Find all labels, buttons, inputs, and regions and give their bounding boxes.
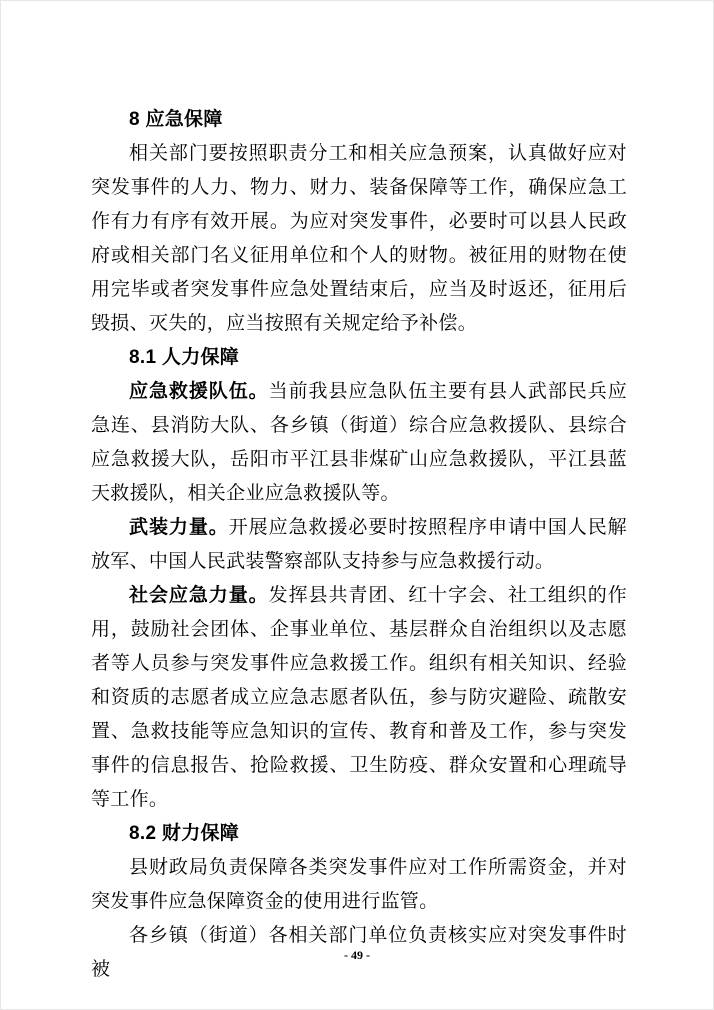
paragraph-social-forces bbox=[91, 579, 627, 817]
section-heading-8: 8 应急保障 bbox=[129, 109, 223, 130]
paragraph-rescue-teams bbox=[91, 375, 627, 511]
paragraph-text-armed-forces: 开展应急救援必要时按照程序申请中国人民解放军、中国人民武装警察部队支持参与应急救援行动。 bbox=[91, 517, 627, 572]
paragraph-text-social-forces: 发挥县共青团、红十字会、社工组织的作用，鼓励社会团体、企事业单位、基层群众自治组织以及志愿者等人员参与突发事件应急救援工作。组织有相关知识、经验和资质的志愿者成立应急志愿者队伍，参与防灾避险、疏散安置、急救技能等应急知识的宣传、教育和普及工作，参与突发事件的信息报告、抢险救援、卫生防疫、群众安置和心理疏导等工作。 bbox=[91, 585, 627, 810]
paragraph-lead-armed-forces: 武装力量。 bbox=[129, 517, 229, 538]
paragraph-lead-social-forces: 社会应急力量。 bbox=[129, 585, 269, 606]
paragraph-emergency-overview: 相关部门要按照职责分工和相关应急预案，认真做好应对突发事件的人力、物力、财力、装备保障等工作，确保应急工作有力有序有效开展。为应对突发事件，必要时可以县人民政府或相关部门名义征用单位和个人的财物。被征用的财物在使用完毕或者突发事件应急处置结束后，应当及时返还，征用后毁损、灭失的，应当按照有关规定给予补偿。 bbox=[91, 143, 627, 334]
paragraph-finance-bureau: 县财政局负责保障各类突发事件应对工作所需资金，并对突发事件应急保障资金的使用进行监管。 bbox=[91, 857, 627, 912]
paragraph-lead-rescue-teams: 应急救援队伍。 bbox=[129, 381, 269, 402]
paragraph-townships: 各乡镇（街道）各相关部门单位负责核实应对突发事件时被 bbox=[91, 925, 627, 980]
paragraph-armed-forces bbox=[91, 511, 627, 579]
section-heading-8-2: 8.2 财力保障 bbox=[129, 823, 240, 844]
section-heading-8-1: 8.1 人力保障 bbox=[129, 347, 240, 368]
paragraph-text-rescue-teams: 当前我县应急队伍主要有县人武部民兵应急连、县消防大队、各乡镇（街道）综合应急救援队、县综合应急救援大队，岳阳市平江县非煤矿山应急救援队，平江县蓝天救援队，相关企业应急救援队等。 bbox=[91, 381, 627, 504]
document-body bbox=[91, 103, 627, 987]
page-number: - 49 - bbox=[344, 948, 370, 962]
